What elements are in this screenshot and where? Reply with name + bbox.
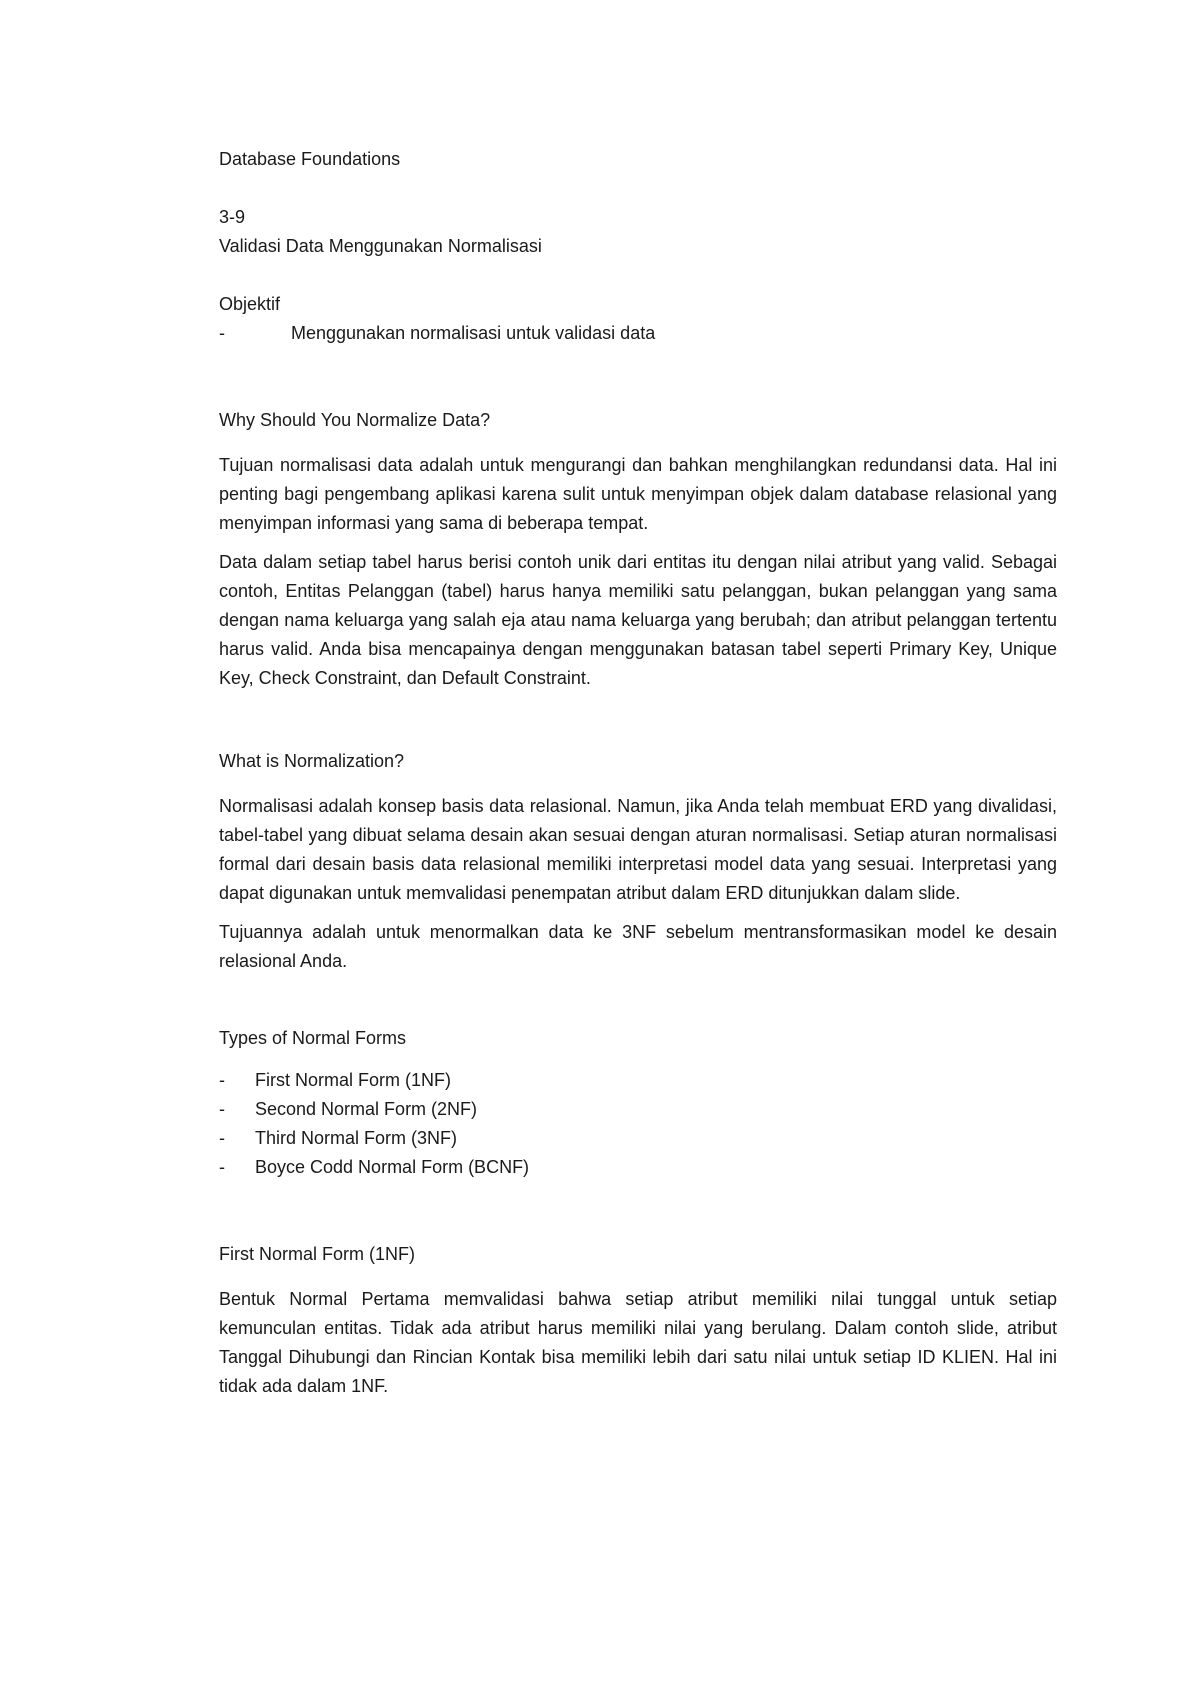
paragraph: Data dalam setiap tabel harus berisi contoh unik dari entitas itu dengan nilai atribut yang valid. Sebagai contoh, Entitas Pelanggan (tabel) harus hanya memiliki satu pelanggan, bukan pelanggan yang sama dengan nama keluarga yang salah eja atau nama keluarga yang berubah; dan atribut pelanggan tertentu harus valid. Anda bisa mencapainya dengan menggunakan batasan tabel seperti Primary Key, Unique Key, Check Constraint, dan Default Constraint.: [219, 552, 1057, 688]
list-item: [219, 1095, 1057, 1124]
list-item-text: First Normal Form (1NF): [255, 1070, 451, 1090]
paragraph: Normalisasi adalah konsep basis data relasional. Namun, jika Anda telah membuat ERD yang divalidasi, tabel-tabel yang dibuat selama desain akan sesuai dengan aturan normalisasi. Setiap aturan normalisasi formal dari desain basis data relasional memiliki interpretasi model data yang sesuai. Interpretasi yang dapat digunakan untuk memvalidasi penempatan atribut dalam ERD ditunjukkan dalam slide.: [219, 796, 1057, 903]
paragraph: Bentuk Normal Pertama memvalidasi bahwa setiap atribut memiliki nilai tunggal untuk setiap kemunculan entitas. Tidak ada atribut harus memiliki nilai yang berulang. Dalam contoh slide, atribut Tanggal Dihubungi dan Rincian Kontak bisa memiliki lebih dari satu nilai untuk setiap ID KLIEN. Hal ini tidak ada dalam 1NF.: [219, 1289, 1057, 1396]
dash-bullet: -: [219, 1128, 225, 1148]
section-heading-why: Why Should You Normalize Data?: [219, 410, 491, 430]
lesson-number: 3-9: [219, 207, 246, 227]
section-heading-1nf: First Normal Form (1NF): [219, 1244, 415, 1264]
section-heading-types: Types of Normal Forms: [219, 1028, 407, 1048]
dash-bullet: -: [219, 1070, 225, 1090]
list-item: [219, 319, 1057, 348]
list-item: [219, 1066, 1057, 1095]
list-item: [219, 1153, 1057, 1182]
list-item-text: Boyce Codd Normal Form (BCNF): [255, 1157, 530, 1177]
dash-bullet: -: [219, 323, 225, 343]
section-heading-what: What is Normalization?: [219, 751, 405, 771]
dash-bullet: -: [219, 1099, 225, 1119]
paragraph: Tujuan normalisasi data adalah untuk mengurangi dan bahkan menghilangkan redundansi data. Hal ini penting bagi pengembang aplikasi karena sulit untuk menyimpan objek dalam database relasional yang menyimpan informasi yang sama di beberapa tempat.: [219, 455, 1057, 533]
list-item-text: Second Normal Form (2NF): [255, 1099, 478, 1119]
document-body: [219, 145, 1057, 1401]
list-item-text: Menggunakan normalisasi untuk validasi data: [291, 323, 656, 343]
lesson-title: Validasi Data Menggunakan Normalisasi: [219, 236, 542, 256]
dash-bullet: -: [219, 1157, 225, 1177]
objective-list: [219, 319, 1057, 348]
objective-heading: Objektif: [219, 294, 281, 314]
list-item: [219, 1124, 1057, 1153]
list-item-text: Third Normal Form (3NF): [255, 1128, 458, 1148]
course-title: Database Foundations: [219, 149, 401, 169]
normal-forms-list: [219, 1066, 1057, 1182]
paragraph: Tujuannya adalah untuk menormalkan data ke 3NF sebelum mentransformasikan model ke desain relasional Anda.: [219, 922, 1057, 971]
